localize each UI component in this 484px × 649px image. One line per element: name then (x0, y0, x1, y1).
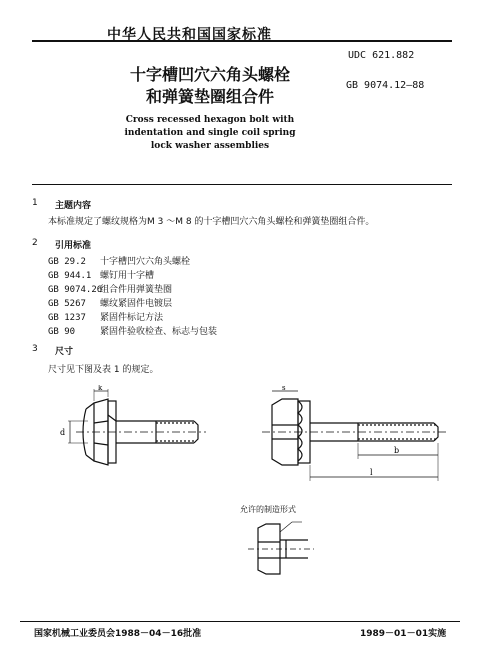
section-3-number: 3 (32, 344, 38, 354)
section-3-title: 尺寸 (55, 347, 74, 357)
reference-code: GB 1237 (48, 313, 86, 323)
dim-label-b: b (394, 446, 400, 455)
reference-text: 螺钉用十字槽 (100, 271, 155, 281)
title-en-line1: Cross recessed hexagon bolt with (125, 115, 295, 125)
reference-item (48, 254, 190, 267)
reference-text: 组合件用弹簧垫圈 (100, 285, 173, 295)
reference-text: 螺纹紧固件电镀层 (100, 299, 173, 309)
reference-code: GB 5267 (48, 299, 86, 309)
bolt-dimensioned-drawing (248, 385, 448, 490)
udc-number: UDC 621.882 (348, 50, 415, 61)
reference-text: 紧固件标记方法 (100, 313, 164, 323)
dim-label-k: k (98, 385, 103, 392)
standard-header-title: 中华人民共和国国家标准 (107, 27, 272, 43)
section-1-text: 本标准规定了螺纹规格为M 3 ～M 8 的十字槽凹穴六角头螺栓和弹簧垫圈组合件。 (48, 217, 375, 227)
title-zh-line1: 十字槽凹穴六角头螺栓 (129, 65, 290, 84)
section-1-title: 主题内容 (55, 201, 92, 211)
footer-rule (20, 621, 460, 622)
title-en-line2: indentation and single coil spring (124, 128, 296, 138)
reference-item (48, 310, 163, 323)
gb-number: GB 9074.12—88 (346, 80, 425, 91)
header-rule (32, 40, 452, 42)
alternative-form-drawing (244, 518, 316, 582)
bolt-side-view-drawing (60, 385, 210, 485)
reference-text: 紧固件验收检查、标志与包装 (100, 327, 218, 337)
reference-code: GB 29.2 (48, 257, 86, 267)
dim-label-l: l (370, 468, 373, 477)
reference-item (48, 268, 154, 281)
title-zh-line2: 和弹簧垫圈组合件 (145, 87, 274, 106)
section-3-text: 尺寸见下图及表 1 的规定。 (48, 365, 159, 375)
section-1-number: 1 (32, 198, 38, 208)
reference-item (48, 296, 172, 309)
reference-item (48, 282, 172, 295)
effective-date: 1989－01－01实施 (360, 629, 447, 639)
section-2-title: 引用标准 (55, 241, 92, 251)
reference-code: GB 90 (48, 327, 76, 337)
dim-label-d: d (60, 428, 66, 437)
section-2-number: 2 (32, 238, 38, 248)
reference-item (48, 324, 217, 337)
reference-code: GB 9074.26 (48, 285, 103, 295)
figure-caption: 允许的制造形式 (240, 505, 296, 514)
reference-text: 十字槽凹穴六角头螺栓 (100, 257, 191, 267)
dim-label-s: s (282, 385, 286, 392)
reference-code: GB 944.1 (48, 271, 92, 281)
section-rule (32, 184, 452, 185)
approval-date: 国家机械工业委员会1988－04－16批准 (34, 629, 202, 639)
title-en-line3: lock washer assemblies (150, 141, 270, 151)
